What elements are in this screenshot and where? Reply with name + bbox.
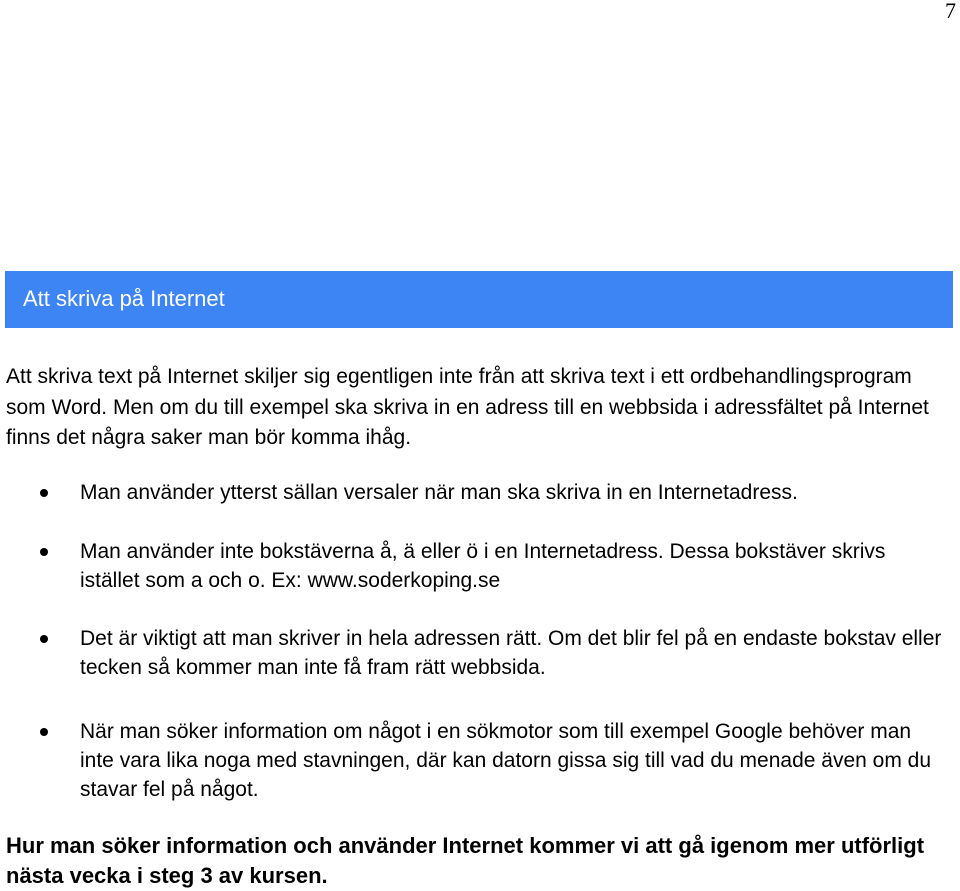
bullet-icon bbox=[40, 489, 48, 497]
section-heading-band bbox=[5, 271, 953, 328]
closing-paragraph: Hur man söker information och använder Internet kommer vi att gå igenom mer utförligt nästa vecka i steg 3 av kursen. bbox=[6, 833, 925, 888]
page-number: 7 bbox=[945, 0, 956, 23]
bullet-text: När man söker information om något i en sökmotor som till exempel Google behöver man inte vara lika noga med stavningen, där kan datorn gissa sig till vad du menade även om du stavar fel på något. bbox=[80, 720, 932, 801]
bullet-text: Man använder ytterst sällan versaler när man ska skriva in en Internetadress. bbox=[80, 481, 798, 504]
intro-paragraph: Att skriva text på Internet skiljer sig egentligen inte från att skriva text i ett ordbehandlingsprogram som Word. Men om du till exempel ska skriva in en adress till en webbsida i adressfältet på Internet finns det några saker man bör komma ihåg. bbox=[6, 365, 929, 449]
bullet-text: Man använder inte bokstäverna å, ä eller ö i en Internetadress. Dessa bokstäver skrivs istället som a och o. Ex: www.soderkoping.se bbox=[80, 540, 886, 592]
bullet-icon bbox=[40, 728, 48, 736]
bullet-icon bbox=[40, 548, 48, 556]
bullet-text: Det är viktigt att man skriver in hela adressen rätt. Om det blir fel på en endaste bokstav eller tecken så kommer man inte få fram rätt webbsida. bbox=[80, 627, 942, 679]
bullet-icon bbox=[40, 635, 48, 643]
section-heading: Att skriva på Internet bbox=[23, 286, 225, 311]
